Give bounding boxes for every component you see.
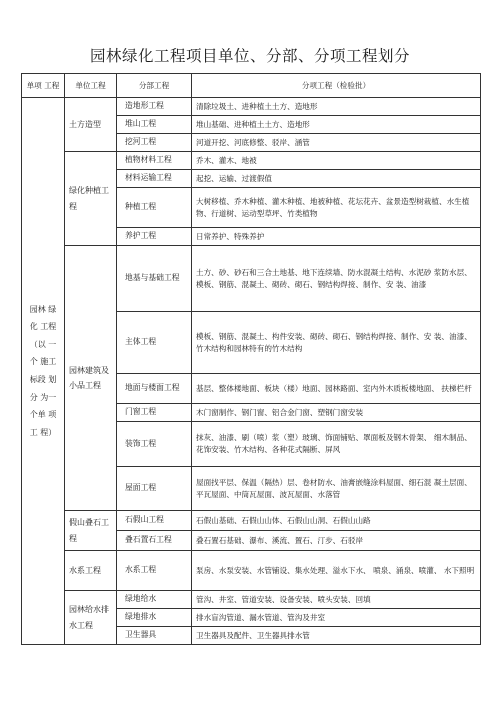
single-project-cell: 园林 绿化 工程（以 一个 施工 标段 划分 为一 个单 项 工 程） bbox=[22, 98, 65, 645]
table-row bbox=[22, 152, 481, 170]
table-header-row bbox=[22, 74, 481, 98]
division-cell: 叠石置石工程 bbox=[117, 531, 192, 551]
division-cell: 绿地排水 bbox=[117, 609, 192, 627]
header-unit-project: 单位工程 bbox=[65, 74, 117, 98]
division-cell: 种植工程 bbox=[117, 188, 192, 228]
unit-cell: 园林给水排水工程 bbox=[65, 591, 117, 645]
subitem-cell: 叠石置石基础、瀑布、溪流、置石、汀步、石驳岸 bbox=[192, 531, 481, 551]
table-row bbox=[22, 511, 481, 531]
table-row bbox=[22, 246, 481, 312]
division-cell: 门窗工程 bbox=[117, 404, 192, 422]
division-cell: 屋面工程 bbox=[117, 467, 192, 511]
unit-cell: 园林建筑及小品工程 bbox=[65, 246, 117, 511]
subitem-cell: 管沟、井室、管道安装、设备安装、喷头安装、回填 bbox=[192, 591, 481, 609]
division-cell: 材料运输工程 bbox=[117, 170, 192, 188]
division-cell: 绿地给水 bbox=[117, 591, 192, 609]
division-cell: 石假山工程 bbox=[117, 511, 192, 531]
division-cell: 植物材料工程 bbox=[117, 152, 192, 170]
subitem-cell: 抹灰、油漆、刷（喷）浆（塑）玻璃、饰面铺贴、罩面板及钢木骨架、 细木制品、花饰安装、竹木结构、各种花式隔断、屏风 bbox=[192, 422, 481, 467]
division-cell: 卫生器具 bbox=[117, 627, 192, 645]
division-cell: 水系工程 bbox=[117, 551, 192, 591]
subitem-cell: 乔木、灌木、地被 bbox=[192, 152, 481, 170]
subitem-cell: 排水盲沟管道、漏水管道、管沟及井室 bbox=[192, 609, 481, 627]
subitem-cell: 起挖、运输、过渡假值 bbox=[192, 170, 481, 188]
subitem-cell: 基层、整体楼地面、板块（楼）地面、园林路面、室内外木质板楼地面、 扶梯栏杆 bbox=[192, 374, 481, 404]
division-cell: 挖河工程 bbox=[117, 134, 192, 152]
table-row bbox=[22, 591, 481, 609]
header-single-project: 单项 工程 bbox=[22, 74, 65, 98]
division-cell: 装饰工程 bbox=[117, 422, 192, 467]
subitem-cell: 河道开挖、河底修整、驳岸、涵管 bbox=[192, 134, 481, 152]
subitem-cell: 屋面找平层、保温（隔热）层、卷材防水、油膏嵌缝涂料屋面、细石混 凝土层面、平瓦屋面、中筒瓦屋面、波瓦屋面、水落管 bbox=[192, 467, 481, 511]
table-row bbox=[22, 551, 481, 591]
division-cell: 堆山工程 bbox=[117, 116, 192, 134]
unit-cell: 水系工程 bbox=[65, 551, 117, 591]
work-division-table bbox=[21, 73, 481, 645]
header-division-project: 分部工程 bbox=[117, 74, 192, 98]
table-row bbox=[22, 98, 481, 116]
subitem-cell: 卫生器具及配件、卫生器具排水管 bbox=[192, 627, 481, 645]
subitem-cell: 日常养护、特殊养护 bbox=[192, 228, 481, 246]
division-cell: 造地形工程 bbox=[117, 98, 192, 116]
subitem-cell: 木门窗制作、钢门窗、铝合金门窗、塑钢门窗安装 bbox=[192, 404, 481, 422]
unit-cell: 绿化种植工程 bbox=[65, 152, 117, 246]
subitem-cell: 模板、钢筋、混凝土、构件安装、砌砖、砌石、钢结构焊接、制作、安 装、油漆、竹木结构和园林特有的竹木结构 bbox=[192, 312, 481, 374]
unit-cell: 假山叠石工程 bbox=[65, 511, 117, 551]
subitem-cell: 石假山基础、石假山山体、石假山山洞、石假山山路 bbox=[192, 511, 481, 531]
unit-cell: 土方造型 bbox=[65, 98, 117, 152]
division-cell: 养护工程 bbox=[117, 228, 192, 246]
subitem-cell: 土方、砂、砂石和三合土地基、地下连续墙、防水混凝土结构、水泥砂 浆防水层、模板、钢筋、混凝土、砌砖、砌石、钢结构焊接、制作、安 装、油漆 bbox=[192, 246, 481, 312]
subitem-cell: 泵房、水泵安装、水管铺设、集水处理、溢水下水、 喷泉、涌泉、喷灌、 水下照明 bbox=[192, 551, 481, 591]
division-cell: 地面与楼面工程 bbox=[117, 374, 192, 404]
division-cell: 地基与基础工程 bbox=[117, 246, 192, 312]
document-title: 园林绿化工程项目单位、分部、分项工程划分 bbox=[89, 47, 410, 65]
header-subitem-project: 分项工程（检验批） bbox=[192, 74, 481, 98]
division-cell: 主体工程 bbox=[117, 312, 192, 374]
subitem-cell: 堆山基础、进种植土土方、造地形 bbox=[192, 116, 481, 134]
subitem-cell: 清除垃圾土、进种植土土方、造地形 bbox=[192, 98, 481, 116]
subitem-cell: 大树移植、乔木种植、灌木种植、地被种植、花坛花卉、盆景造型树栽植、水生植物、行道树、运动型草坪、竹类植物 bbox=[192, 188, 481, 228]
